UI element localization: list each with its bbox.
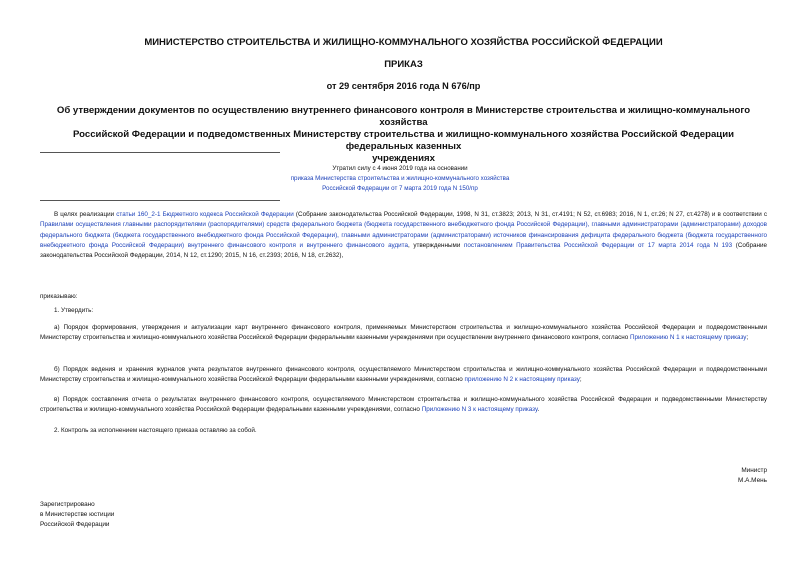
doc-date: от 29 сентября 2016 года N 676/пр [326, 81, 481, 91]
item-a-text: а) Порядок формирования, утверждения и актуализации карт внутреннего финансового контроля, применяемых Министерством строительства и жилищно-коммунального хозяйства Российской Федерации и подведомственными Министерству строительства и жилищно-коммунального хозяйства Российской Федерации федеральными казенными учреждениями при осуществлении внутреннего финансового контроля, согласно [40, 324, 767, 342]
item-b-text: б) Порядок ведения и хранения журналов учета результатов внутреннего финансового контроля, осуществляемого Министерством строительства и жилищно-коммунального хозяйства Российской Федерации и подведомственными Министерству строительства и жилищно-коммунального хозяйства Российской Федерации федеральными казенными учреждениями, согласно [40, 366, 767, 384]
preamble-text-2: (Собрание законодательства Российской Федерации, 1998, N 31, ст.3823; 2013, N 31, ст.4191; N 52, ст.6983; 2016, N 1, ст.26; N 27, ст.4278) и в соответствии с [293, 211, 767, 218]
item-c-text: в) Порядок составления отчета о результатах внутреннего финансового контроля, осуществляемого Министерством строительства и жилищно-коммунального хозяйства Российской Федерации и подведомственными Министерству строительства и жилищно-коммунального хозяйства Российской Федерации федеральными казенными учреждениями, согласно [40, 396, 767, 414]
preamble-text-1: В целях реализации [54, 211, 117, 218]
appendix-3-link[interactable]: Приложению N 3 к настоящему приказу [421, 406, 538, 414]
signatory-position: Министр [741, 467, 767, 474]
item-b [40, 365, 767, 386]
item-a-end: ; [746, 334, 749, 342]
doc-type: ПРИКАЗ [384, 59, 423, 70]
repeal-order-link-2[interactable]: Российской Федерации от 7 марта 2019 года N 150/пр [322, 185, 478, 192]
registration-line-2: в Министерстве юстиции [40, 511, 115, 519]
status-note [200, 164, 600, 194]
order-word: приказываю: [40, 293, 78, 300]
preamble-text-3: , утвержденными [408, 241, 464, 249]
divider-bottom [40, 200, 280, 201]
signatory-name: М.А.Мень [738, 477, 767, 484]
appendix-2-link[interactable]: приложению N 2 к настоящему приказу [464, 376, 580, 384]
registration-line-3: Российской Федерации [40, 521, 110, 529]
title-line-3: учреждениях [372, 153, 435, 164]
item-a [40, 323, 767, 344]
title-line-1: Об утверждении документов по осуществлению внутреннего финансового контроля в Министерстве строительства и жилищно-коммунального хозяйства [56, 105, 751, 128]
registration-block [40, 500, 340, 531]
registration-line-1: Зарегистрировано [40, 501, 95, 508]
signature-block [567, 466, 767, 486]
preamble [40, 210, 767, 261]
appendix-1-link[interactable]: Приложению N 1 к настоящему приказу [629, 334, 747, 342]
item-2: 2. Контроль за исполнением настоящего приказа оставляю за собой. [54, 427, 257, 434]
page-title [40, 105, 767, 165]
divider-top [40, 152, 280, 153]
item-1: 1. Утвердить: [54, 307, 94, 314]
item-b-end: ; [579, 376, 582, 384]
title-line-2: Российской Федерации и подведомственных Министерству строительства и жилищно-коммунального хозяйства Российской Федерации федеральных казенных [72, 129, 734, 152]
ministry-heading: МИНИСТЕРСТВО СТРОИТЕЛЬСТВА И ЖИЛИЩНО-КОММУНАЛЬНОГО ХОЗЯЙСТВА РОССИЙСКОЙ ФЕДЕРАЦИИ [144, 37, 663, 48]
budget-code-link[interactable]: статьи 160_2-1 Бюджетного кодекса Российской Федерации [116, 211, 294, 218]
item-c [40, 395, 767, 416]
government-decree-link[interactable]: постановлением Правительства Российской Федерации от 17 марта 2014 года N 193 [464, 241, 733, 249]
status-note-text: Утратил силу с 4 июня 2019 года на основании [332, 165, 468, 172]
rules-link[interactable]: Правилами осуществления главными распорядителями (распорядителями) средств федерального бюджета (бюджета государственного внебюджетного фонда Российской Федерации), главными администраторами (администраторами) доходов федерального бюджета (бюджета государственного внебюджетного фонда Российской Федерации), главными администраторами (администраторами) источников финансирования дефицита федерального бюджета (бюджета государственного внебюджетного фонда Российской Федерации) внутреннего финансового контроля и внутреннего финансового аудита [40, 221, 767, 249]
repeal-order-link-1[interactable]: приказа Министерства строительства и жилищно-коммунального хозяйства [290, 175, 510, 182]
preamble-text-4: (Собрание законодательства Российской Федерации, 2014, N 12, ст.1290; 2015, N 16, ст.2393; 2016, N 18, ст.2632), [40, 241, 768, 260]
item-c-end: . [537, 406, 540, 414]
